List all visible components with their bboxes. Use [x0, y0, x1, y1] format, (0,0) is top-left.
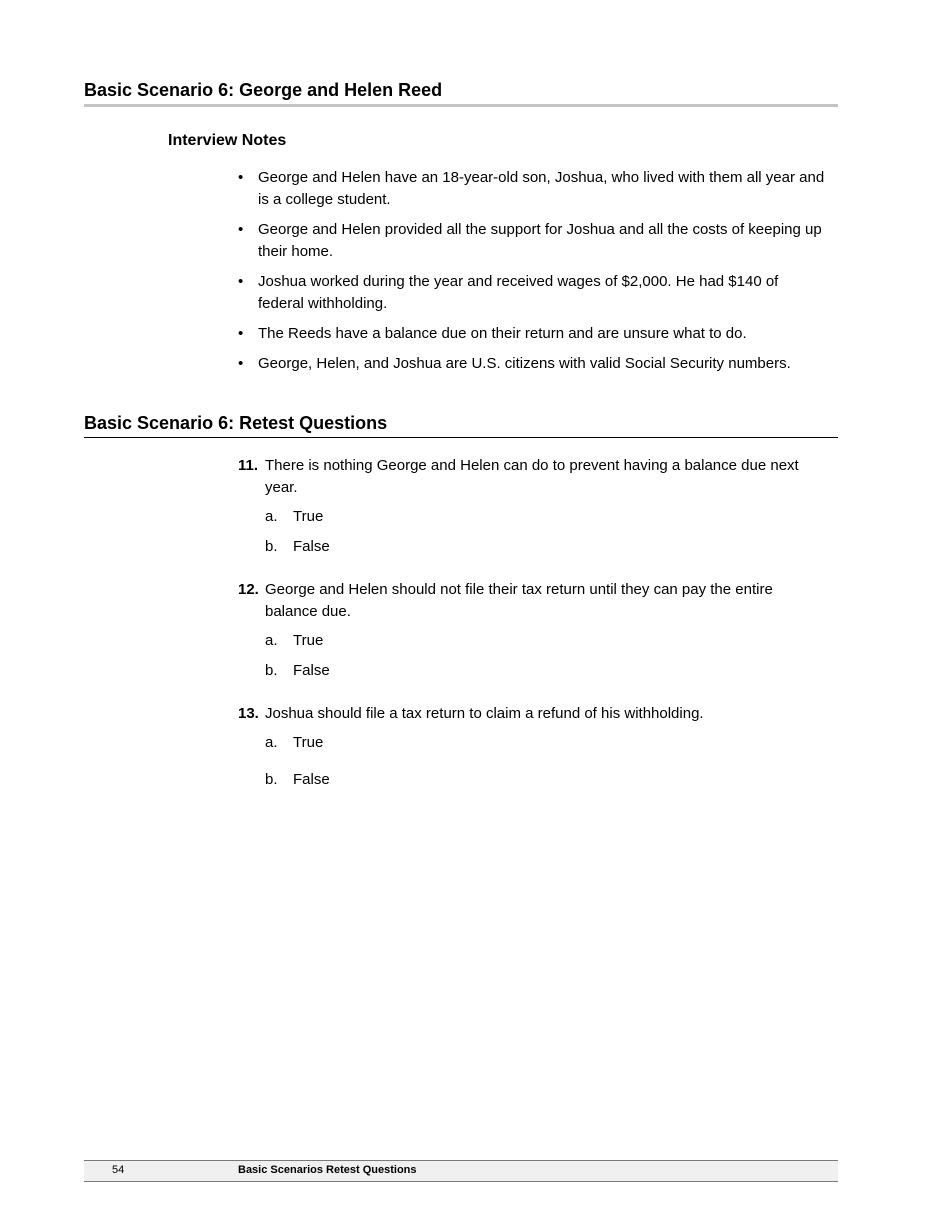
- bullet-icon: •: [238, 273, 244, 290]
- bullet-icon: •: [238, 221, 244, 238]
- interview-notes-heading: Interview Notes: [168, 132, 287, 149]
- bullet-icon: •: [238, 169, 244, 186]
- option-letter: a.: [265, 734, 278, 751]
- interview-notes-list: [238, 167, 828, 383]
- page-number: 54: [112, 1164, 125, 1176]
- interview-note: [238, 167, 828, 211]
- interview-note-text: The Reeds have a balance due on their return and are unsure what to do.: [258, 325, 747, 342]
- option-label: True: [293, 508, 324, 525]
- question-number: 12.: [238, 581, 259, 598]
- option-label: False: [293, 662, 330, 679]
- interview-note-text: Joshua worked during the year and received wages of $2,000. He had $140 of federal withholding.: [258, 273, 779, 312]
- question-number: 13.: [238, 705, 259, 722]
- interview-note-text: George and Helen have an 18-year-old son, Joshua, who lived with them all year and is a college student.: [258, 169, 825, 208]
- footer-title: Basic Scenarios Retest Questions: [238, 1164, 417, 1176]
- retest-questions-heading: Basic Scenario 6: Retest Questions: [84, 413, 838, 438]
- option-letter: b.: [265, 538, 278, 555]
- interview-note-text: George, Helen, and Joshua are U.S. citizens with valid Social Security numbers.: [258, 355, 791, 372]
- interview-note: [238, 323, 828, 345]
- question-stem: [238, 455, 828, 499]
- question-11: [238, 455, 828, 566]
- question-stem: [238, 703, 828, 725]
- option-label: True: [293, 734, 324, 751]
- question-text: There is nothing George and Helen can do to prevent having a balance due next year.: [265, 457, 799, 496]
- option-true[interactable]: [265, 732, 828, 754]
- option-letter: b.: [265, 771, 278, 788]
- interview-note: [238, 353, 828, 375]
- question-text: Joshua should file a tax return to claim a refund of his withholding.: [265, 705, 704, 722]
- interview-note-text: George and Helen provided all the support for Joshua and all the costs of keeping up their home.: [258, 221, 822, 260]
- option-false[interactable]: [265, 660, 828, 682]
- bullet-icon: •: [238, 355, 244, 372]
- answer-options: [265, 630, 828, 682]
- question-stem: [238, 579, 828, 623]
- answer-options: [265, 732, 828, 791]
- option-letter: b.: [265, 662, 278, 679]
- interview-note: [238, 271, 828, 315]
- option-true[interactable]: [265, 630, 828, 652]
- scenario-heading: Basic Scenario 6: George and Helen Reed: [84, 80, 838, 107]
- question-number: 11.: [238, 457, 259, 474]
- option-letter: a.: [265, 632, 278, 649]
- question-13: [238, 703, 828, 799]
- bullet-icon: •: [238, 325, 244, 342]
- option-label: False: [293, 771, 330, 788]
- question-text: George and Helen should not file their tax return until they can pay the entire balance due.: [265, 581, 773, 620]
- option-label: True: [293, 632, 324, 649]
- answer-options: [265, 506, 828, 558]
- question-12: [238, 579, 828, 690]
- option-letter: a.: [265, 508, 278, 525]
- option-label: False: [293, 538, 330, 555]
- option-true[interactable]: [265, 506, 828, 528]
- interview-note: [238, 219, 828, 263]
- page-footer: [84, 1160, 838, 1182]
- option-false[interactable]: [265, 769, 828, 791]
- option-false[interactable]: [265, 536, 828, 558]
